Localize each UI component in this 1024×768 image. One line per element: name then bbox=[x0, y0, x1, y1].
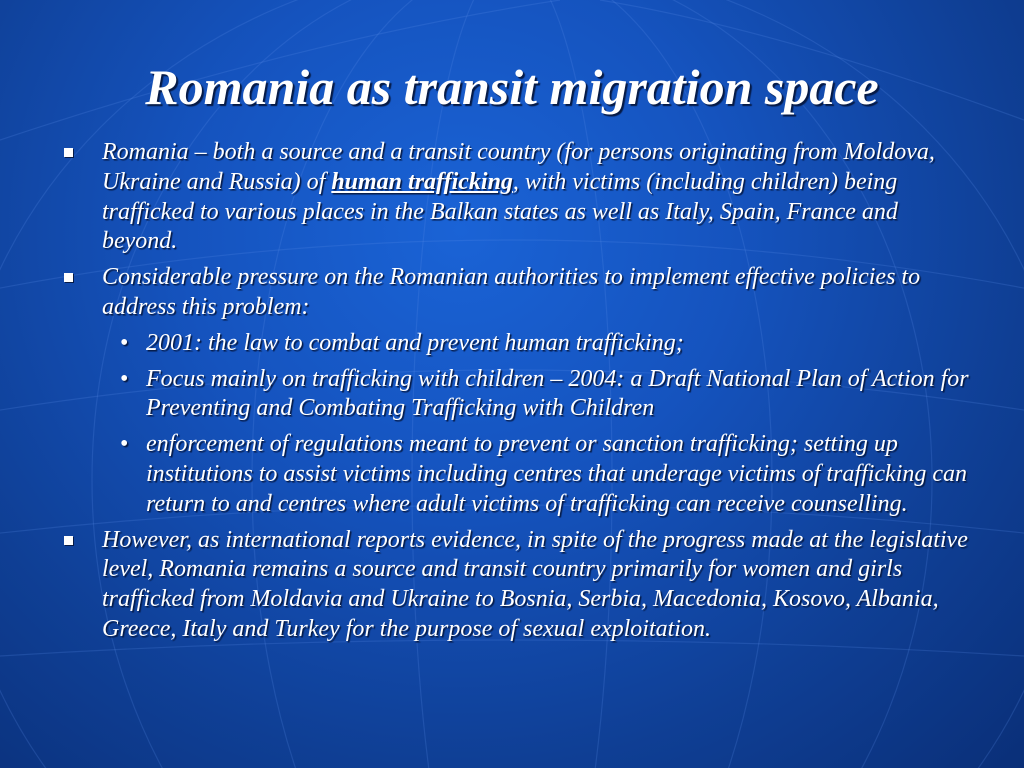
sub-bullet-list bbox=[102, 329, 972, 520]
square-bullet-icon bbox=[64, 148, 73, 157]
slide-body bbox=[62, 138, 972, 651]
sub-bullet-item-1 bbox=[102, 329, 972, 359]
bullet-1-text-start: Romania – both a source and a transit country (for persons originating from Moldova, Ukraine and Russia) of bbox=[102, 139, 935, 195]
bullet-3-text: However, as international reports evidence, in spite of the progress made at the legislative level, Romania remains a source and transit country primarily for women and girls trafficked from Moldavia and Ukraine to Bosnia, Serbia, Macedonia, Kosovo, Albania, Greece, Italy and Turkey for the purpose of sexual exploitation. bbox=[102, 526, 968, 642]
sub-bullet-1-text: 2001: the law to combat and prevent human trafficking; bbox=[146, 329, 684, 356]
bullet-list bbox=[62, 138, 972, 645]
dot-bullet-icon: • bbox=[120, 329, 129, 356]
square-bullet-icon bbox=[64, 536, 73, 545]
square-bullet-icon bbox=[64, 273, 73, 282]
sub-bullet-2-text: Focus mainly on trafficking with children – 2004: a Draft National Plan of Action for Preventing and Combating Trafficking with Children bbox=[146, 365, 969, 422]
bullet-item-2 bbox=[62, 263, 972, 519]
dot-bullet-icon: • bbox=[120, 365, 129, 392]
sub-bullet-item-2 bbox=[102, 365, 972, 425]
bullet-1-text-end: , with victims (including children) being trafficked to various places in the Balkan states as well as Italy, Spain, France and beyond. bbox=[102, 168, 898, 255]
bullet-2-text: Considerable pressure on the Romanian authorities to implement effective policies to address this problem: bbox=[102, 264, 921, 320]
slide-title: Romania as transit migration space bbox=[145, 59, 879, 115]
sub-bullet-3-text: enforcement of regulations meant to prevent or sanction trafficking; setting up institutions to assist victims including centres that underage victims of trafficking can return to and centres where adult victims of trafficking can receive counselling. bbox=[146, 431, 968, 517]
bullet-item-3 bbox=[62, 526, 972, 645]
bullet-item-1 bbox=[62, 138, 972, 257]
sub-bullet-item-3 bbox=[102, 430, 972, 519]
dot-bullet-icon: • bbox=[120, 431, 129, 458]
bullet-1-emphasis: human trafficking bbox=[331, 168, 513, 195]
